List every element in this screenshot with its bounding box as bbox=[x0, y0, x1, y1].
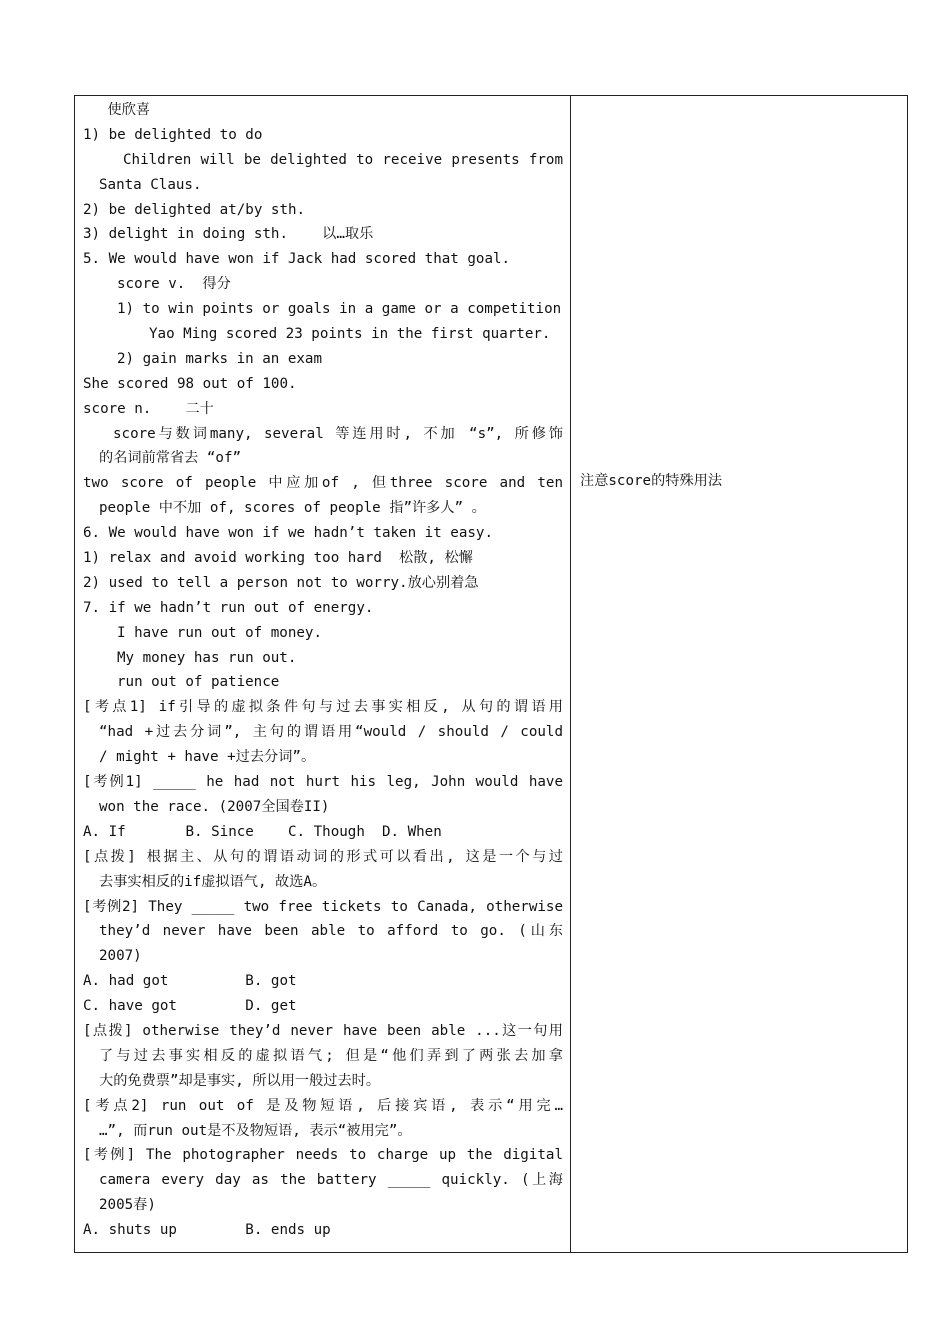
content-line: run out of patience bbox=[117, 674, 280, 691]
content-line: [考例2] They _____ two free tickets to Canada, otherwise bbox=[83, 898, 563, 915]
content-line: 2007) bbox=[99, 948, 142, 965]
content-line: 1) to win points or goals in a game or a competition bbox=[117, 301, 562, 318]
content-line: [考点2] run out of 是及物短语, 后接宾语, 表示“用完… bbox=[83, 1097, 563, 1114]
content-line: 3) delight in doing sth. 以…取乐 bbox=[83, 226, 374, 243]
content-line: 去事实相反的if虚拟语气, 故选A。 bbox=[99, 873, 327, 890]
content-line: “had +过去分词”, 主句的谓语用“would / should / could bbox=[99, 724, 563, 741]
content-line: score n. 二十 bbox=[83, 400, 214, 417]
content-line: people 中不加 of, scores of people 指”许多人” 。 bbox=[99, 500, 486, 517]
column-divider bbox=[570, 96, 571, 1252]
content-line: I have run out of money. bbox=[117, 624, 322, 641]
content-line: / might + have +过去分词”。 bbox=[99, 749, 316, 766]
content-line: camera every day as the battery _____ quickly. (上海 bbox=[99, 1172, 563, 1189]
content-line: Yao Ming scored 23 points in the first quarter. bbox=[149, 326, 551, 343]
content-line: 2) used to tell a person not to worry.放心别着急 bbox=[83, 574, 479, 591]
content-line: 7. if we hadn’t run out of energy. bbox=[83, 599, 374, 616]
content-line: won the race. (2007全国卷II) bbox=[99, 798, 330, 815]
content-line: She scored 98 out of 100. bbox=[83, 375, 297, 392]
content-line: 5. We would have won if Jack had scored that goal. bbox=[83, 251, 511, 268]
content-line: [考点1] if引导的虚拟条件句与过去事实相反, 从句的谓语用 bbox=[83, 699, 563, 716]
content-line: score与数词many, several 等连用时, 不加 “s”, 所修饰 bbox=[113, 425, 563, 442]
content-line: [考例1] _____ he had not hurt his leg, John would have bbox=[83, 774, 563, 791]
content-line: 1) relax and avoid working too hard 松散, 松懈 bbox=[83, 550, 473, 567]
content-line: 使欣喜 bbox=[99, 102, 151, 118]
content-line: A. had got B. got bbox=[83, 973, 297, 990]
content-line: My money has run out. bbox=[117, 649, 297, 666]
content-line: [考例] The photographer needs to charge up the digital bbox=[83, 1147, 563, 1164]
content-line: score v. 得分 bbox=[117, 276, 231, 293]
content-line: 的名词前常省去 “of” bbox=[99, 450, 242, 467]
content-line: C. have got D. get bbox=[83, 998, 297, 1015]
content-line: they’d never have been able to afford to go. (山东 bbox=[99, 923, 563, 940]
content-line: Santa Claus. bbox=[99, 176, 202, 193]
content-line: 2) gain marks in an exam bbox=[117, 350, 322, 367]
content-line: 大的免费票”却是事实, 所以用一般过去时。 bbox=[99, 1072, 381, 1089]
content-line: 了与过去事实相反的虚拟语气; 但是“他们弄到了两张去加拿 bbox=[99, 1047, 563, 1064]
content-line: 1) be delighted to do bbox=[83, 126, 263, 143]
content-line: [点拨] 根据主、从句的谓语动词的形式可以看出, 这是一个与过 bbox=[83, 848, 563, 865]
margin-note: 注意score的特殊用法 bbox=[580, 473, 723, 489]
content-line: [点拨] otherwise they’d never have been able ...这一句用 bbox=[83, 1022, 563, 1039]
content-line: two score of people 中应加of , 但three score and ten bbox=[83, 475, 563, 492]
content-line: 6. We would have won if we hadn’t taken it easy. bbox=[83, 525, 493, 542]
content-line: 2005春) bbox=[99, 1197, 156, 1214]
lesson-content-column bbox=[83, 98, 563, 1243]
content-line: A. shuts up B. ends up bbox=[83, 1222, 331, 1239]
notes-table bbox=[74, 95, 908, 1253]
content-line: …”, 而run out是不及物短语, 表示“被用完”。 bbox=[99, 1122, 412, 1139]
content-line: A. If B. Since C. Though D. When bbox=[83, 823, 442, 840]
content-line: 2) be delighted at/by sth. bbox=[83, 201, 306, 218]
content-line: Children will be delighted to receive presents from bbox=[123, 151, 563, 168]
